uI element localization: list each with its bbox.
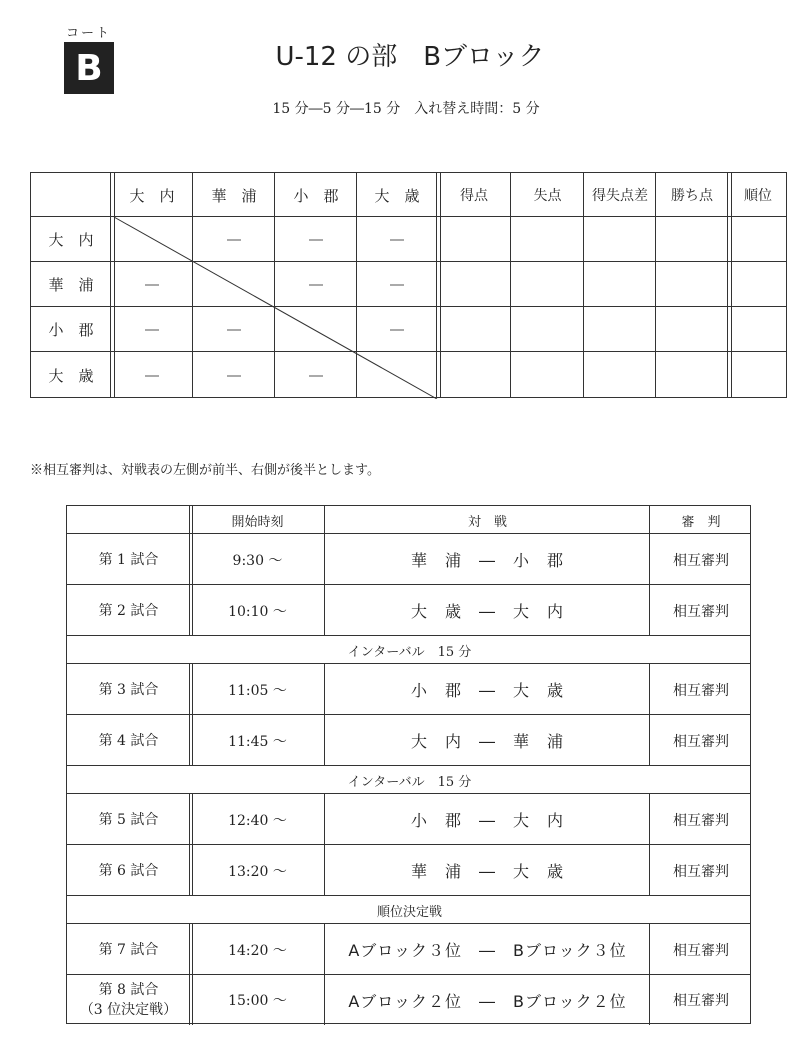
result-cell: ― (390, 276, 404, 293)
column-team-header: 華 浦 (211, 186, 257, 205)
game-number (67, 975, 190, 1025)
stat-header: 得点 (460, 188, 488, 204)
game-number (67, 924, 190, 975)
referee: 相互審判 (673, 682, 729, 699)
referee: 相互審判 (673, 552, 729, 569)
header-match: 対 戦 (467, 514, 507, 530)
header-blank (67, 506, 190, 534)
row-team-header: 小 郡 (48, 321, 94, 339)
result-cell: ― (309, 276, 323, 293)
start-time: 12:40 〜 (228, 812, 287, 829)
referee-note: ※相互審判は、対戦表の左側が前半、右側が後半とします。 (30, 463, 380, 478)
game-number (67, 664, 190, 715)
result-cell: ― (227, 321, 241, 338)
game-number (67, 794, 190, 845)
column-team-header: 小 郡 (293, 186, 339, 205)
result-cell: ― (390, 231, 404, 248)
referee: 相互審判 (673, 993, 729, 1009)
page-title: U-12 の部 Bブロック (275, 42, 545, 72)
matchup: 大 歳 ― 大 内 (410, 602, 564, 621)
referee: 相互審判 (673, 603, 729, 620)
matchup: 華 浦 ― 小 郡 (410, 551, 564, 570)
section-band: インターバル 15 分 (347, 774, 472, 790)
page-subtitle: 15 分―5 分―15 分 入れ替え時間：5 分 (272, 101, 540, 117)
header-referee: 審 判 (681, 514, 721, 530)
result-cell: ― (309, 231, 323, 248)
game-label: 第 2 試合 (98, 602, 159, 619)
section-band: インターバル 15 分 (347, 644, 472, 660)
start-time: 13:20 〜 (228, 863, 287, 880)
schedule-table (66, 505, 751, 1024)
row-team-header: 大 内 (48, 231, 94, 249)
game-number (67, 534, 190, 585)
start-time: 14:20 〜 (228, 942, 287, 959)
matchup: 華 浦 ― 大 歳 (410, 862, 564, 881)
game-label: 第 3 試合 (98, 681, 159, 698)
result-cell: ― (390, 321, 404, 338)
start-time: 11:05 〜 (228, 682, 287, 699)
row-team-header: 華 浦 (48, 276, 94, 294)
matchup: Aブロック２位 ― Bブロック２位 (348, 991, 627, 1011)
game-number (67, 715, 190, 766)
referee: 相互審判 (673, 812, 729, 829)
game-sublabel: （3 位決定戦） (79, 1002, 178, 1018)
start-time: 15:00 〜 (228, 993, 287, 1009)
stat-header: 得失点差 (592, 188, 648, 204)
matchup: 小 郡 ― 大 内 (410, 811, 564, 830)
matchup: Aブロック３位 ― Bブロック３位 (348, 941, 627, 960)
referee: 相互審判 (673, 733, 729, 750)
diagonal-line (31, 173, 788, 399)
start-time: 9:30 〜 (232, 552, 283, 569)
matchup: 小 郡 ― 大 歳 (410, 681, 564, 700)
game-label: 第 1 試合 (98, 551, 159, 568)
game-label: 第 6 試合 (98, 862, 159, 879)
result-cell: ― (227, 231, 241, 248)
game-number (67, 585, 190, 636)
column-team-header: 大 内 (129, 186, 175, 205)
referee: 相互審判 (673, 863, 729, 880)
game-label: 第 7 試合 (98, 941, 159, 958)
result-cell: ― (145, 367, 159, 384)
game-label: 第 5 試合 (98, 811, 159, 828)
matchup: 大 内 ― 華 浦 (410, 732, 564, 751)
result-cell: ― (145, 276, 159, 293)
game-label: 第 8 試合 (98, 982, 159, 998)
standings-table (30, 172, 787, 398)
column-team-header: 大 歳 (374, 186, 420, 205)
start-time: 11:45 〜 (228, 733, 287, 750)
game-number (67, 845, 190, 896)
result-cell: ― (227, 367, 241, 384)
referee: 相互審判 (673, 942, 729, 959)
stat-header: 失点 (533, 188, 562, 204)
section-band: 順位決定戦 (376, 904, 442, 920)
stat-header: 勝ち点 (671, 188, 713, 204)
result-cell: ― (309, 367, 323, 384)
result-cell: ― (145, 321, 159, 338)
start-time: 10:10 〜 (228, 603, 287, 620)
court-label: コート (66, 26, 112, 41)
game-label: 第 4 試合 (98, 732, 159, 749)
stat-header: 順位 (744, 188, 772, 204)
court-badge: B (64, 42, 114, 94)
header-start-time: 開始時刻 (231, 514, 284, 530)
row-team-header: 大 歳 (48, 367, 94, 385)
